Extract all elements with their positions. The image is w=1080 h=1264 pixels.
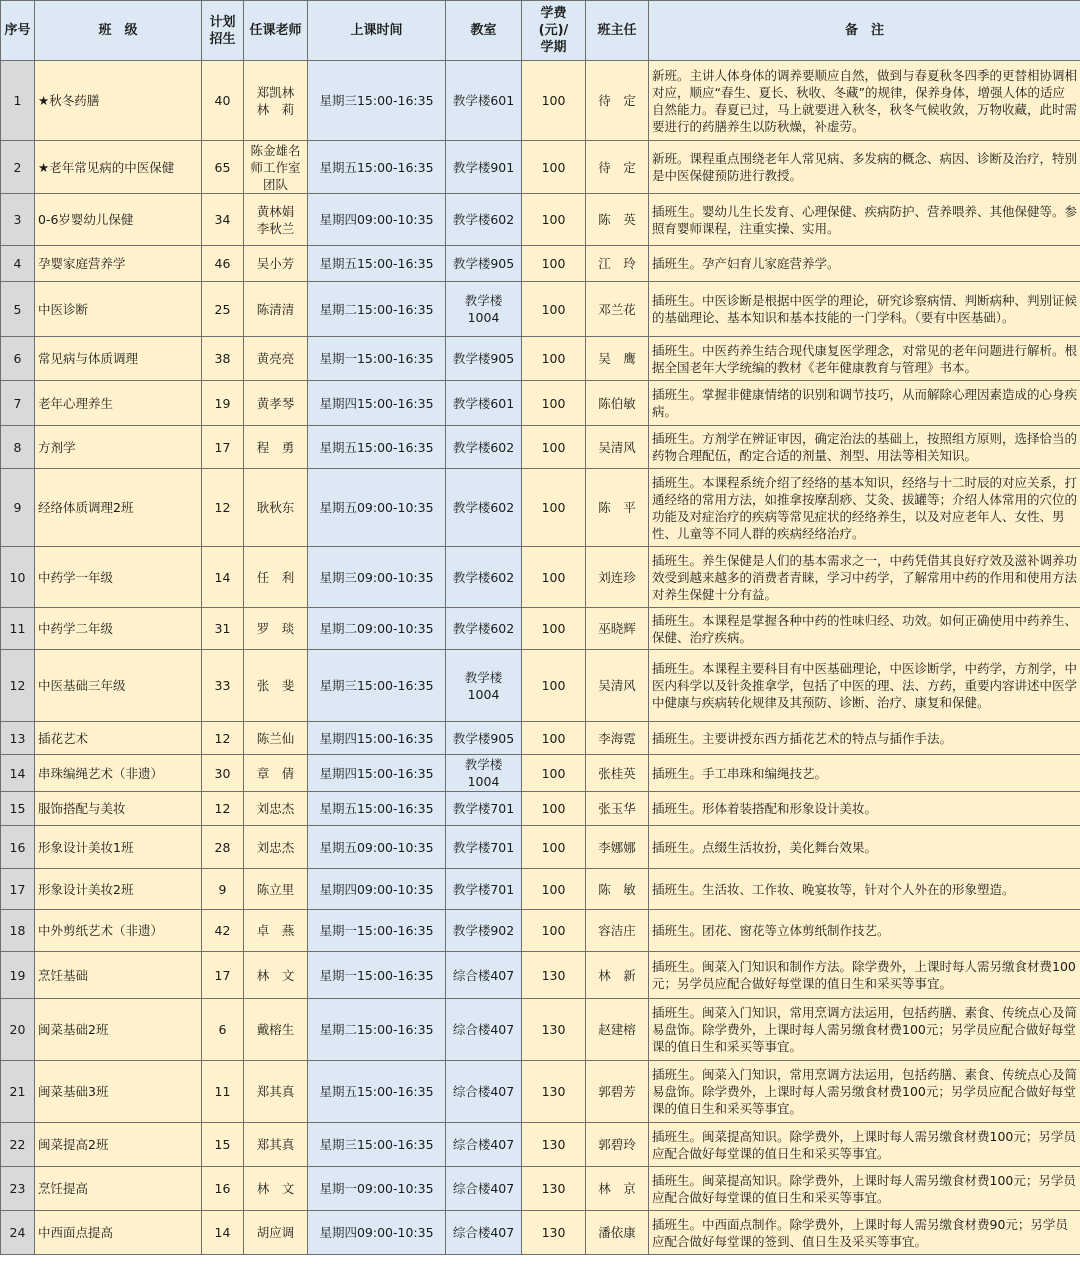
- cell-time: 星期四15:00-16:35: [308, 381, 446, 426]
- cell-note: 插班生。手工串珠和编绳技艺。: [649, 755, 1080, 792]
- cell-fee: 100: [522, 426, 586, 469]
- cell-head-teacher: 吴 鹰: [586, 337, 649, 381]
- cell-time: 星期五15:00-16:35: [308, 1061, 446, 1123]
- cell-note: 插班生。点缀生活妆扮，美化舞台效果。: [649, 826, 1080, 869]
- cell-class-name: 孕婴家庭营养学: [35, 246, 202, 282]
- cell-fee: 100: [522, 722, 586, 755]
- cell-head-teacher: 吴清风: [586, 426, 649, 469]
- cell-room: 教学楼1004: [446, 755, 522, 792]
- cell-teacher: 张 斐: [244, 650, 308, 722]
- cell-no: 24: [1, 1211, 35, 1255]
- table-row: [1, 1167, 1080, 1211]
- cell-quota: 12: [202, 792, 244, 826]
- cell-no: 5: [1, 282, 35, 337]
- cell-teacher: 章 倩: [244, 755, 308, 792]
- cell-teacher: 陈兰仙: [244, 722, 308, 755]
- cell-note: 插班生。本课程是掌握各种中药的性味归经、功效。如何正确使用中药养生、保健、治疗疾病。: [649, 608, 1080, 650]
- cell-class-name: 中西面点提高: [35, 1211, 202, 1255]
- cell-fee: 100: [522, 547, 586, 608]
- cell-teacher: 刘忠杰: [244, 792, 308, 826]
- cell-class-name: 常见病与体质调理: [35, 337, 202, 381]
- cell-time: 星期五15:00-16:35: [308, 246, 446, 282]
- cell-room: 教学楼902: [446, 910, 522, 952]
- cell-class-name: 中外剪纸艺术（非遗）: [35, 910, 202, 952]
- cell-teacher: 陈金雄名 师工作室 团队: [244, 141, 308, 194]
- cell-time: 星期五15:00-16:35: [308, 141, 446, 194]
- cell-head-teacher: 郭碧玲: [586, 1123, 649, 1167]
- cell-teacher: 罗 琰: [244, 608, 308, 650]
- cell-note: 插班生。方剂学在辨证审因，确定治法的基础上，按照组方原则，选择恰当的药物合理配伍，酌定合适的剂量、剂型、用法等相关知识。: [649, 426, 1080, 469]
- cell-teacher: 郑其真: [244, 1123, 308, 1167]
- cell-no: 3: [1, 194, 35, 246]
- cell-note: 插班生。闽菜入门知识和制作方法。除学费外，上课时每人需另缴食材费100元；另学员应配合做好每堂课的值日生和采买等事宜。: [649, 952, 1080, 999]
- cell-class-name: ★老年常见病的中医保健: [35, 141, 202, 194]
- cell-room: 教学楼905: [446, 246, 522, 282]
- cell-head-teacher: 巫晓辉: [586, 608, 649, 650]
- cell-teacher: 戴榕生: [244, 999, 308, 1061]
- cell-quota: 11: [202, 1061, 244, 1123]
- cell-note: 插班生。闽菜入门知识，常用烹调方法运用，包括药膳、素食、传统点心及简易盘饰。除学费外，上课时每人需另缴食材费100元；另学员应配合做好每堂课的值日生和采买等事宜。: [649, 999, 1080, 1061]
- table-row: [1, 826, 1080, 869]
- cell-class-name: 闽菜基础2班: [35, 999, 202, 1061]
- cell-no: 17: [1, 869, 35, 910]
- cell-class-name: 中医基础三年级: [35, 650, 202, 722]
- cell-class-name: 形象设计美妆2班: [35, 869, 202, 910]
- cell-room: 教学楼1004: [446, 282, 522, 337]
- cell-time: 星期三15:00-16:35: [308, 650, 446, 722]
- cell-teacher: 陈清清: [244, 282, 308, 337]
- header-no: 序号: [1, 1, 35, 61]
- cell-class-name: 服饰搭配与美妆: [35, 792, 202, 826]
- cell-quota: 30: [202, 755, 244, 792]
- cell-no: 16: [1, 826, 35, 869]
- cell-fee: 100: [522, 608, 586, 650]
- cell-note: 插班生。闽菜提高知识。除学费外，上课时每人需另缴食材费100元；另学员应配合做好每堂课的值日生和采买等事宜。: [649, 1123, 1080, 1167]
- cell-fee: 100: [522, 61, 586, 141]
- cell-fee: 100: [522, 141, 586, 194]
- cell-teacher: 刘忠杰: [244, 826, 308, 869]
- cell-time: 星期一15:00-16:35: [308, 337, 446, 381]
- cell-room: 教学楼601: [446, 61, 522, 141]
- cell-fee: 100: [522, 650, 586, 722]
- cell-time: 星期一15:00-16:35: [308, 910, 446, 952]
- cell-note: 新班。课程重点围绕老年人常见病、多发病的概念、病因、诊断及治疗，特别是中医保健预防进行教授。: [649, 141, 1080, 194]
- cell-teacher: 郑其真: [244, 1061, 308, 1123]
- cell-class-name: 闽菜基础3班: [35, 1061, 202, 1123]
- cell-head-teacher: 郭碧芳: [586, 1061, 649, 1123]
- cell-head-teacher: 陈 英: [586, 194, 649, 246]
- cell-time: 星期二09:00-10:35: [308, 608, 446, 650]
- cell-no: 18: [1, 910, 35, 952]
- cell-quota: 15: [202, 1123, 244, 1167]
- cell-head-teacher: 潘依康: [586, 1211, 649, 1255]
- cell-fee: 100: [522, 869, 586, 910]
- cell-quota: 17: [202, 952, 244, 999]
- table-row: [1, 1211, 1080, 1255]
- cell-time: 星期五09:00-10:35: [308, 826, 446, 869]
- cell-quota: 19: [202, 381, 244, 426]
- header-quota: 计划 招生: [202, 1, 244, 61]
- cell-room: 教学楼602: [446, 608, 522, 650]
- table-row: [1, 469, 1080, 547]
- cell-no: 10: [1, 547, 35, 608]
- table-row: [1, 246, 1080, 282]
- cell-room: 综合楼407: [446, 1061, 522, 1123]
- cell-note: 插班生。本课程主要科目有中医基础理论，中医诊断学，中药学，方剂学，中医内科学以及针灸推拿学，包括了中医的理、法、方药，重要内容讲述中医学中健康与疾病转化规律及其预防、诊断、治疗、康复和保健。: [649, 650, 1080, 722]
- table-row: [1, 792, 1080, 826]
- cell-class-name: 中医诊断: [35, 282, 202, 337]
- cell-room: 教学楼905: [446, 337, 522, 381]
- table-row: [1, 194, 1080, 246]
- table-row: [1, 426, 1080, 469]
- table-row: [1, 337, 1080, 381]
- cell-class-name: 闽菜提高2班: [35, 1123, 202, 1167]
- cell-head-teacher: 陈 平: [586, 469, 649, 547]
- cell-note: 插班生。主要讲授东西方插花艺术的特点与插作手法。: [649, 722, 1080, 755]
- cell-teacher: 任 利: [244, 547, 308, 608]
- cell-class-name: 经络体质调理2班: [35, 469, 202, 547]
- cell-class-name: ★秋冬药膳: [35, 61, 202, 141]
- cell-fee: 100: [522, 792, 586, 826]
- cell-room: 教学楼602: [446, 469, 522, 547]
- cell-room: 教学楼701: [446, 792, 522, 826]
- cell-note: 插班生。中西面点制作。除学费外，上课时每人需另缴食材费90元；另学员应配合做好每堂课的签到、值日生及采买等事宜。: [649, 1211, 1080, 1255]
- cell-class-name: 插花艺术: [35, 722, 202, 755]
- cell-class-name: 方剂学: [35, 426, 202, 469]
- cell-quota: 16: [202, 1167, 244, 1211]
- table-row: [1, 722, 1080, 755]
- cell-time: 星期三09:00-10:35: [308, 547, 446, 608]
- cell-teacher: 林 文: [244, 952, 308, 999]
- cell-time: 星期二15:00-16:35: [308, 999, 446, 1061]
- cell-quota: 34: [202, 194, 244, 246]
- table-row: [1, 869, 1080, 910]
- cell-note: 插班生。闽菜提高知识。除学费外，上课时每人需另缴食材费100元；另学员应配合做好每堂课的值日生和采买等事宜。: [649, 1167, 1080, 1211]
- table-row: [1, 608, 1080, 650]
- table-row: [1, 910, 1080, 952]
- cell-teacher: 陈立里: [244, 869, 308, 910]
- cell-head-teacher: 江 玲: [586, 246, 649, 282]
- cell-room: 教学楼701: [446, 869, 522, 910]
- cell-time: 星期四09:00-10:35: [308, 194, 446, 246]
- cell-note: 插班生。养生保健是人们的基本需求之一，中药凭借其良好疗效及滋补调养功效受到越来越多的消费者青睐，学习中药学，了解常用中药的作用和使用方法对养生保健十分有益。: [649, 547, 1080, 608]
- table-body: [1, 61, 1080, 1255]
- cell-quota: 31: [202, 608, 244, 650]
- cell-head-teacher: 赵建榕: [586, 999, 649, 1061]
- cell-quota: 38: [202, 337, 244, 381]
- cell-fee: 100: [522, 246, 586, 282]
- table-row: [1, 755, 1080, 792]
- table-row: [1, 141, 1080, 194]
- cell-head-teacher: 待 定: [586, 141, 649, 194]
- cell-note: 插班生。团花、窗花等立体剪纸制作技艺。: [649, 910, 1080, 952]
- cell-no: 20: [1, 999, 35, 1061]
- cell-room: 教学楼905: [446, 722, 522, 755]
- cell-quota: 12: [202, 722, 244, 755]
- cell-fee: 100: [522, 282, 586, 337]
- cell-fee: 130: [522, 1167, 586, 1211]
- table-row: [1, 547, 1080, 608]
- cell-no: 15: [1, 792, 35, 826]
- cell-quota: 14: [202, 1211, 244, 1255]
- header-class-name: 班 级: [35, 1, 202, 61]
- cell-time: 星期五15:00-16:35: [308, 792, 446, 826]
- cell-head-teacher: 刘连珍: [586, 547, 649, 608]
- cell-quota: 12: [202, 469, 244, 547]
- cell-head-teacher: 林 京: [586, 1167, 649, 1211]
- cell-room: 综合楼407: [446, 999, 522, 1061]
- cell-head-teacher: 李娜娜: [586, 826, 649, 869]
- cell-teacher: 黄孝琴: [244, 381, 308, 426]
- cell-time: 星期五15:00-16:35: [308, 426, 446, 469]
- cell-no: 6: [1, 337, 35, 381]
- cell-teacher: 黄亮亮: [244, 337, 308, 381]
- cell-no: 8: [1, 426, 35, 469]
- cell-fee: 100: [522, 469, 586, 547]
- cell-no: 23: [1, 1167, 35, 1211]
- cell-room: 综合楼407: [446, 1211, 522, 1255]
- cell-class-name: 老年心理养生: [35, 381, 202, 426]
- cell-class-name: 烹饪提高: [35, 1167, 202, 1211]
- cell-head-teacher: 张玉华: [586, 792, 649, 826]
- cell-quota: 17: [202, 426, 244, 469]
- cell-no: 21: [1, 1061, 35, 1123]
- cell-time: 星期三15:00-16:35: [308, 61, 446, 141]
- cell-time: 星期三15:00-16:35: [308, 1123, 446, 1167]
- cell-room: 教学楼701: [446, 826, 522, 869]
- cell-fee: 100: [522, 337, 586, 381]
- cell-class-name: 中药学二年级: [35, 608, 202, 650]
- header-head-teacher: 班主任: [586, 1, 649, 61]
- cell-quota: 46: [202, 246, 244, 282]
- cell-no: 7: [1, 381, 35, 426]
- cell-note: 插班生。形体着装搭配和形象设计美妆。: [649, 792, 1080, 826]
- cell-room: 教学楼602: [446, 426, 522, 469]
- cell-class-name: 烹饪基础: [35, 952, 202, 999]
- cell-no: 9: [1, 469, 35, 547]
- cell-time: 星期四15:00-16:35: [308, 755, 446, 792]
- cell-head-teacher: 吴清风: [586, 650, 649, 722]
- cell-time: 星期五09:00-10:35: [308, 469, 446, 547]
- cell-no: 13: [1, 722, 35, 755]
- cell-teacher: 胡应调: [244, 1211, 308, 1255]
- cell-quota: 65: [202, 141, 244, 194]
- cell-head-teacher: 陈 敏: [586, 869, 649, 910]
- cell-fee: 100: [522, 910, 586, 952]
- cell-room: 教学楼602: [446, 194, 522, 246]
- cell-class-name: 中药学一年级: [35, 547, 202, 608]
- cell-fee: 100: [522, 755, 586, 792]
- cell-time: 星期一15:00-16:35: [308, 952, 446, 999]
- cell-quota: 6: [202, 999, 244, 1061]
- cell-fee: 130: [522, 1211, 586, 1255]
- cell-no: 4: [1, 246, 35, 282]
- cell-teacher: 黄林娟 李秋兰: [244, 194, 308, 246]
- cell-time: 星期四09:00-10:35: [308, 869, 446, 910]
- cell-no: 19: [1, 952, 35, 999]
- cell-quota: 28: [202, 826, 244, 869]
- table-row: [1, 282, 1080, 337]
- cell-class-name: 形象设计美妆1班: [35, 826, 202, 869]
- cell-room: 教学楼901: [446, 141, 522, 194]
- cell-time: 星期二15:00-16:35: [308, 282, 446, 337]
- cell-head-teacher: 邓兰花: [586, 282, 649, 337]
- cell-head-teacher: 林 新: [586, 952, 649, 999]
- cell-fee: 130: [522, 1061, 586, 1123]
- table-row: [1, 650, 1080, 722]
- header-note: 备 注: [649, 1, 1080, 61]
- cell-note: 插班生。中医诊断是根据中医学的理论，研究诊察病情、判断病种、判别证候的基础理论、基本知识和基本技能的一门学科。（要有中医基础）。: [649, 282, 1080, 337]
- cell-quota: 33: [202, 650, 244, 722]
- cell-no: 1: [1, 61, 35, 141]
- header-row: [1, 1, 1080, 61]
- cell-teacher: 郑凯林 林 莉: [244, 61, 308, 141]
- cell-no: 22: [1, 1123, 35, 1167]
- cell-class-name: 串珠编绳艺术（非遗）: [35, 755, 202, 792]
- cell-room: 综合楼407: [446, 952, 522, 999]
- cell-note: 插班生。中医药养生结合现代康复医学理念，对常见的老年问题进行解析。根据全国老年大学统编的教材《老年健康教育与管理》书本。: [649, 337, 1080, 381]
- cell-time: 星期四15:00-16:35: [308, 722, 446, 755]
- cell-fee: 100: [522, 381, 586, 426]
- cell-time: 星期一09:00-10:35: [308, 1167, 446, 1211]
- header-room: 教室: [446, 1, 522, 61]
- cell-room: 综合楼407: [446, 1123, 522, 1167]
- cell-room: 教学楼1004: [446, 650, 522, 722]
- cell-teacher: 林 文: [244, 1167, 308, 1211]
- header-fee: 学费 (元)/ 学期: [522, 1, 586, 61]
- table-row: [1, 999, 1080, 1061]
- cell-quota: 25: [202, 282, 244, 337]
- header-time: 上课时间: [308, 1, 446, 61]
- header-teacher: 任课老师: [244, 1, 308, 61]
- table-row: [1, 1061, 1080, 1123]
- cell-fee: 130: [522, 1123, 586, 1167]
- cell-note: 新班。主讲人体身体的调养要顺应自然，做到与春夏秋冬四季的更替相协调相对应，顺应“春生、夏长、秋收、冬藏”的规律，保养身体，增强人体的适应自然能力。春夏已过，马上就要进入秋冬，秋冬气候收敛，万物收藏，此时需要进行的药膳养生以防秋燥，补虚劳。: [649, 61, 1080, 141]
- cell-no: 14: [1, 755, 35, 792]
- cell-head-teacher: 李海霓: [586, 722, 649, 755]
- cell-class-name: 0-6岁婴幼儿保健: [35, 194, 202, 246]
- cell-head-teacher: 容洁庄: [586, 910, 649, 952]
- cell-quota: 40: [202, 61, 244, 141]
- cell-fee: 130: [522, 999, 586, 1061]
- cell-time: 星期四09:00-10:35: [308, 1211, 446, 1255]
- cell-room: 教学楼602: [446, 547, 522, 608]
- cell-teacher: 耿秋东: [244, 469, 308, 547]
- cell-note: 插班生。掌握非健康情绪的识别和调节技巧，从而解除心理因素造成的心身疾病。: [649, 381, 1080, 426]
- cell-note: 插班生。孕产妇育儿家庭营养学。: [649, 246, 1080, 282]
- cell-fee: 130: [522, 952, 586, 999]
- cell-teacher: 程 勇: [244, 426, 308, 469]
- cell-fee: 100: [522, 826, 586, 869]
- cell-head-teacher: 待 定: [586, 61, 649, 141]
- cell-note: 插班生。闽菜入门知识，常用烹调方法运用，包括药膳、素食、传统点心及简易盘饰。除学费外，上课时每人需另缴食材费100元；另学员应配合做好每堂课的值日生和采买等事宜。: [649, 1061, 1080, 1123]
- table-row: [1, 952, 1080, 999]
- cell-quota: 42: [202, 910, 244, 952]
- cell-teacher: 卓 燕: [244, 910, 308, 952]
- cell-no: 2: [1, 141, 35, 194]
- cell-head-teacher: 陈伯敏: [586, 381, 649, 426]
- table-row: [1, 1123, 1080, 1167]
- cell-note: 插班生。婴幼儿生长发育、心理保健、疾病防护、营养喂养、其他保健等。参照育婴师课程，注重实操、实用。: [649, 194, 1080, 246]
- cell-quota: 9: [202, 869, 244, 910]
- table-row: [1, 61, 1080, 141]
- cell-note: 插班生。生活妆、工作妆、晚宴妆等，针对个人外在的形象塑造。: [649, 869, 1080, 910]
- cell-note: 插班生。本课程系统介绍了经络的基本知识，经络与十二时辰的对应关系，打通经络的常用方法，如推拿按摩刮痧、艾灸、拔罐等；介绍人体常用的穴位的功能及对症治疗的疾病等常见症状的经络养生，以及对应老年人、女性、男性、儿童等不同人群的疾病经络治疗。: [649, 469, 1080, 547]
- cell-room: 综合楼407: [446, 1167, 522, 1211]
- cell-no: 11: [1, 608, 35, 650]
- cell-fee: 100: [522, 194, 586, 246]
- cell-head-teacher: 张桂英: [586, 755, 649, 792]
- cell-quota: 14: [202, 547, 244, 608]
- cell-teacher: 吴小芳: [244, 246, 308, 282]
- table-row: [1, 381, 1080, 426]
- cell-room: 教学楼601: [446, 381, 522, 426]
- cell-no: 12: [1, 650, 35, 722]
